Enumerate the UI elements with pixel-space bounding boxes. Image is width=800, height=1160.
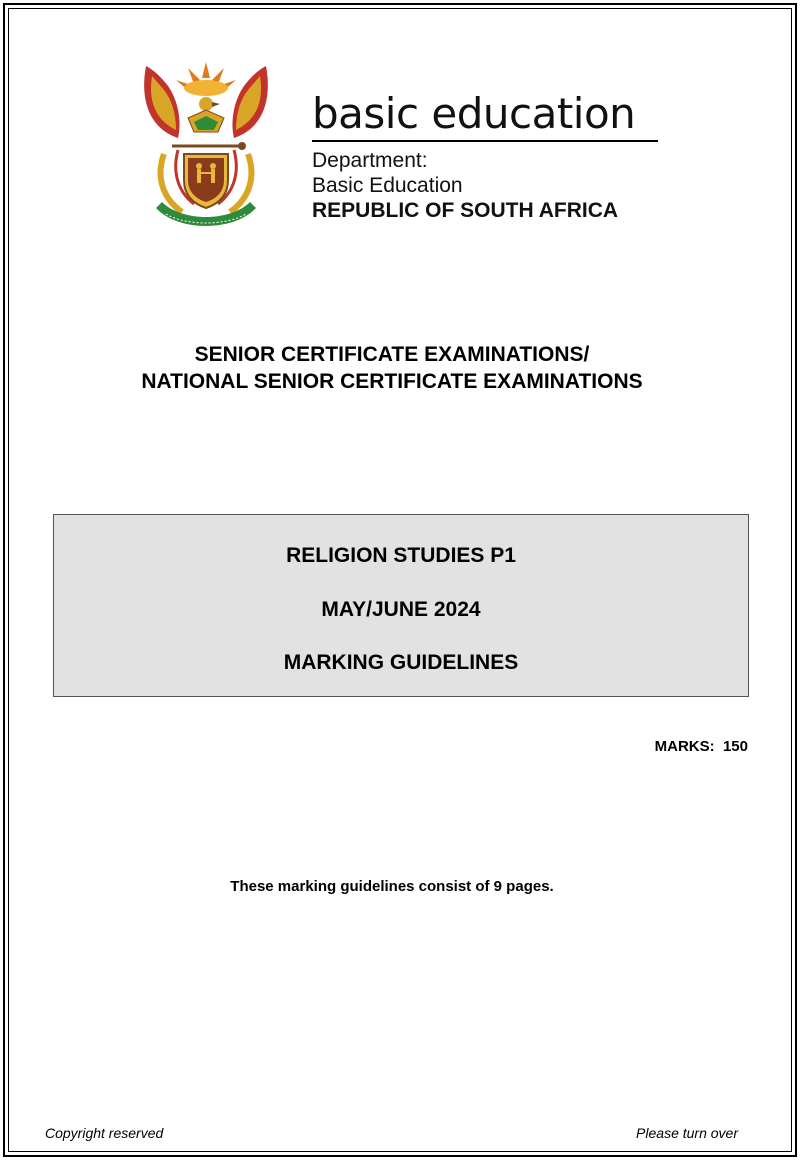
document-type: MARKING GUIDELINES [283,651,519,674]
subject-title: RELIGION STUDIES P1 [286,544,516,567]
country-name: REPUBLIC OF SOUTH AFRICA [312,199,619,222]
exam-heading [0,341,784,395]
total-marks: MARKS: 150 [654,738,748,755]
department-brand [312,88,660,224]
page-count-note: These marking guidelines consist of 9 pages. [230,878,554,895]
subject-box [53,514,749,697]
footer-copyright: Copyright reserved [45,1125,164,1141]
department-label: Department: [312,149,428,172]
footer-turn-over: Please turn over [636,1125,738,1141]
exam-heading-line2: NATIONAL SENIOR CERTIFICATE EXAMINATIONS [141,370,643,393]
exam-heading-line1: SENIOR CERTIFICATE EXAMINATIONS/ [194,343,590,366]
department-name: Basic Education [312,174,463,197]
brand-divider [312,140,658,142]
brand-title: basic education [312,89,636,138]
exam-session: MAY/JUNE 2024 [321,598,481,621]
coat-of-arms-logo [138,58,274,234]
